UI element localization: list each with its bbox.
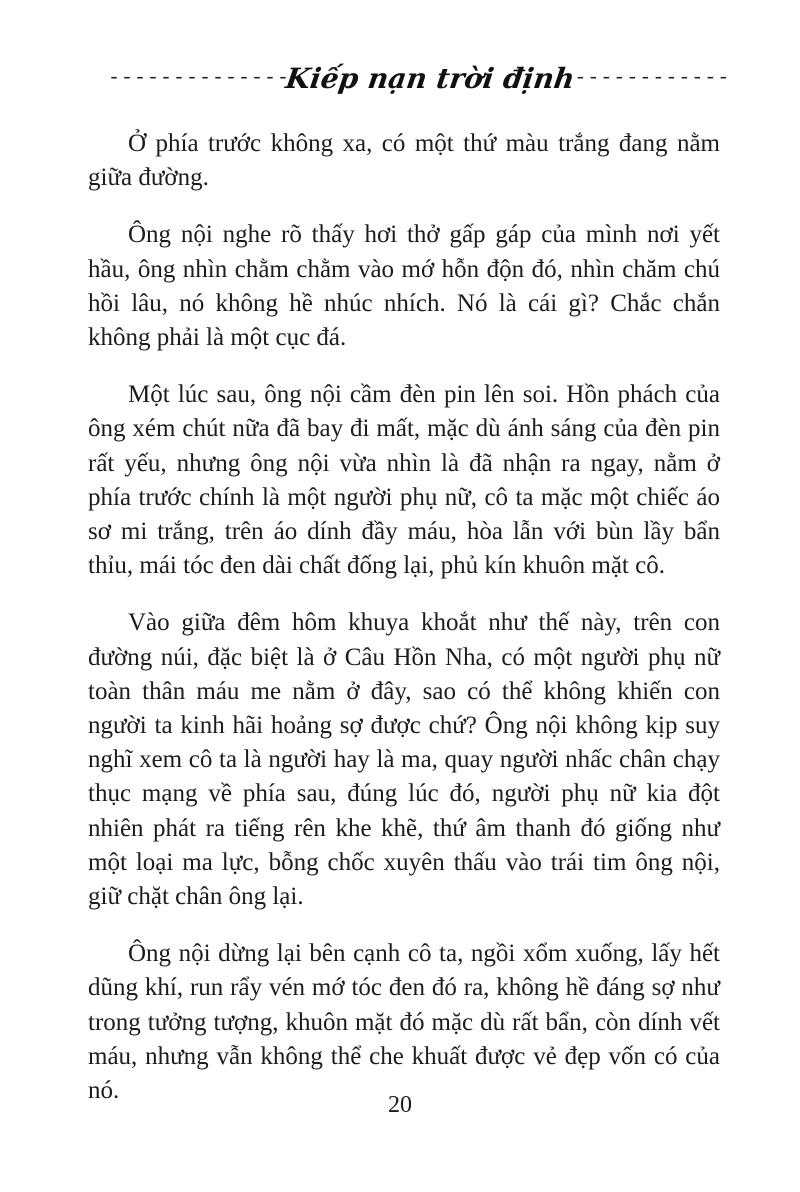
body-text	[88, 127, 720, 1131]
paragraph-2: Ông nội nghe rõ thấy hơi thở gấp gáp của mình nơi yết hầu, ông nhìn chằm chằm vào mớ hỗn độn đó, nhìn chăm chú hồi lâu, nó không hề nhúc nhích. Nó là cái gì? Chắc chắn không phải là một cục đá.	[88, 221, 720, 352]
header-rule-left: ---------------	[108, 66, 304, 90]
paragraph-1: Ở phía trước không xa, có một thứ màu trắng đang nằm giữa đường.	[88, 130, 720, 192]
paragraph-5: Ông nội dừng lại bên cạnh cô ta, ngồi xổm xuống, lấy hết dũng khí, run rẩy vén mớ tóc đen đó ra, không hề đáng sợ như trong tưởng tượng, khuôn mặt đó mặc dù rất bẩn, còn dính vết máu, nhưng vẫn không thể che khuất được vẻ đẹp vốn có của nó.	[88, 940, 720, 1105]
page-number: 20	[388, 1092, 412, 1118]
header-rule-right: ------------	[574, 66, 731, 90]
paragraph-4: Vào giữa đêm hôm khuya khoắt như thế này, trên con đường núi, đặc biệt là ở Câu Hồn Nha, có một người phụ nữ toàn thân máu me nằm ở đây, sao có thể không khiến con người ta kinh hãi hoảng sợ được chứ? Ông nội không kịp suy nghĩ xem cô ta là người hay là ma, quay người nhấc chân chạy thục mạng về phía sau, đúng lúc đó, người phụ nữ kia đột nhiên phát ra tiếng rên khe khẽ, thứ âm thanh đó giống như một loại ma lực, bỗng chốc xuyên thấu vào trái tim ông nội, giữ chặt chân ông lại.	[88, 609, 720, 911]
paragraph-3: Một lúc sau, ông nội cầm đèn pin lên soi. Hồn phách của ông xém chút nữa đã bay đi mất, mặc dù ánh sáng của đèn pin rất yếu, nhưng ông nội vừa nhìn là đã nhận ra ngay, nằm ở phía trước chính là một người phụ nữ, cô ta mặc một chiếc áo sơ mi trắng, trên áo dính đầy máu, hòa lẫn với bùn lầy bẩn thỉu, mái tóc đen dài chất đống lại, phủ kín khuôn mặt cô.	[88, 381, 720, 580]
chapter-title: Kiếp nạn trời định	[283, 61, 577, 95]
running-header	[108, 56, 731, 100]
